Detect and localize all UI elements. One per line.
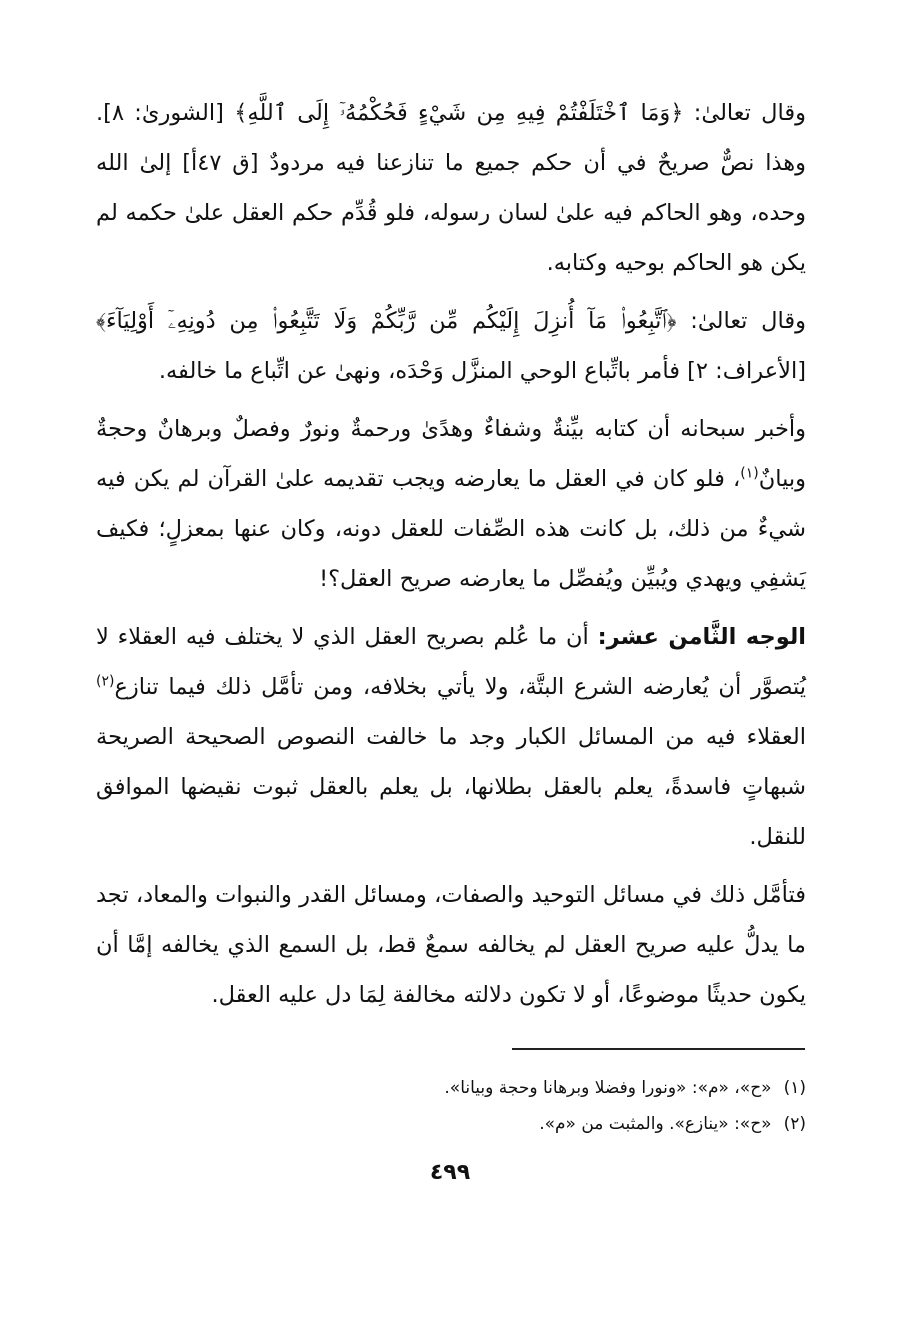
- footnote-divider: [512, 1048, 805, 1050]
- footnote-1: [96, 1070, 806, 1106]
- paragraph-2: وقال تعالىٰ: ﴿ٱتَّبِعُوا۟ مَآ أُنزِلَ إِلَيْكُم مِّن رَّبِّكُمْ وَلَا تَتَّبِعُوا۟ مِن دُونِهِۦٓ أَوْلِيَآءَ﴾ [الأعراف: ٢] فأمر باتِّباع الوحي المنزَّل وَحْدَه، ونهىٰ عن اتِّباع ما خالفه.: [96, 308, 806, 384]
- footnote-number: (٢): [783, 1114, 806, 1134]
- page-body: [96, 88, 806, 1020]
- footnote-number: (١): [783, 1078, 806, 1098]
- footnote-text: «ح»: «ينازع». والمثبت من «م».: [539, 1114, 772, 1134]
- paragraph-5: فتأمَّل ذلك في مسائل التوحيد والصفات، ومسائل القدر والنبوات والمعاد، تجد ما يدلُّ عليه صريح العقل لم يخالفه سمعٌ قط، بل السمع الذي يخالفه إمَّا أن يكون حديثًا موضوعًا، أو لا تكون دلالته مخالفة لِمَا دل عليه العقل.: [96, 882, 806, 1008]
- paragraph-4: [96, 612, 806, 862]
- paragraph-3-text-before: وأخبر سبحانه أن كتابه بيِّنةٌ وشفاءٌ وهدًىٰ ورحمةٌ ونورٌ وفصلٌ وبرهانٌ وحجةٌ وبيانٌ: [96, 416, 806, 492]
- footnote-ref-1[interactable]: (١): [740, 465, 759, 482]
- footnotes: [96, 1070, 806, 1142]
- paragraph-4-text-before: أن ما عُلم بصريح العقل الذي لا يختلف فيه العقلاء لا يُتصوَّر أن يُعارضه الشرع البتَّة، ولا يأتي بخلافه، ومن تأمَّل ذلك فيما تنازع: [96, 624, 806, 700]
- paragraph-3: [96, 404, 806, 604]
- page-number: ٤٩٩: [429, 1160, 471, 1185]
- paragraph-4-text-after: العقلاء فيه من المسائل الكبار وجد ما خالفت النصوص الصحيحة الصريحة شبهاتٍ فاسدةً، يعلم بالعقل بطلانها، بل يعلم بالعقل ثبوت نقيضها الموافق للنقل.: [96, 724, 806, 850]
- footnote-ref-2[interactable]: (٢): [96, 673, 115, 690]
- footnote-text: «ح»، «م»: «ونورا وفضلا وبرهانا وحجة وبيانا».: [444, 1078, 772, 1098]
- paragraph-3-text-after: ، فلو كان في العقل ما يعارضه ويجب تقديمه علىٰ القرآن لم يكن فيه شيءٌ من ذلك، بل كانت هذه الصِّفات للعقل دونه، وكان عنها بمعزلٍ؛ فكيف يَشفِي ويهدي ويُبيِّن ويُفصِّل ما يعارضه صريح العقل؟!: [96, 466, 806, 592]
- section-heading: الوجه الثَّامن عشر:: [597, 624, 806, 650]
- paragraph-1: وقال تعالىٰ: ﴿وَمَا ٱخْتَلَفْتُمْ فِيهِ مِن شَيْءٍ فَحُكْمُهُۥٓ إِلَى ٱللَّهِ﴾ [الشورىٰ: ٨]. وهذا نصٌّ صريحٌ في أن حكم جميع ما تنازعنا فيه مردودٌ [ق ٤٧أ] إلىٰ الله وحده، وهو الحاكم فيه علىٰ لسان رسوله، فلو قُدِّم حكم العقل علىٰ حكمه لم يكن هو الحاكم بوحيه وكتابه.: [96, 100, 806, 276]
- footnote-2: [96, 1106, 806, 1142]
